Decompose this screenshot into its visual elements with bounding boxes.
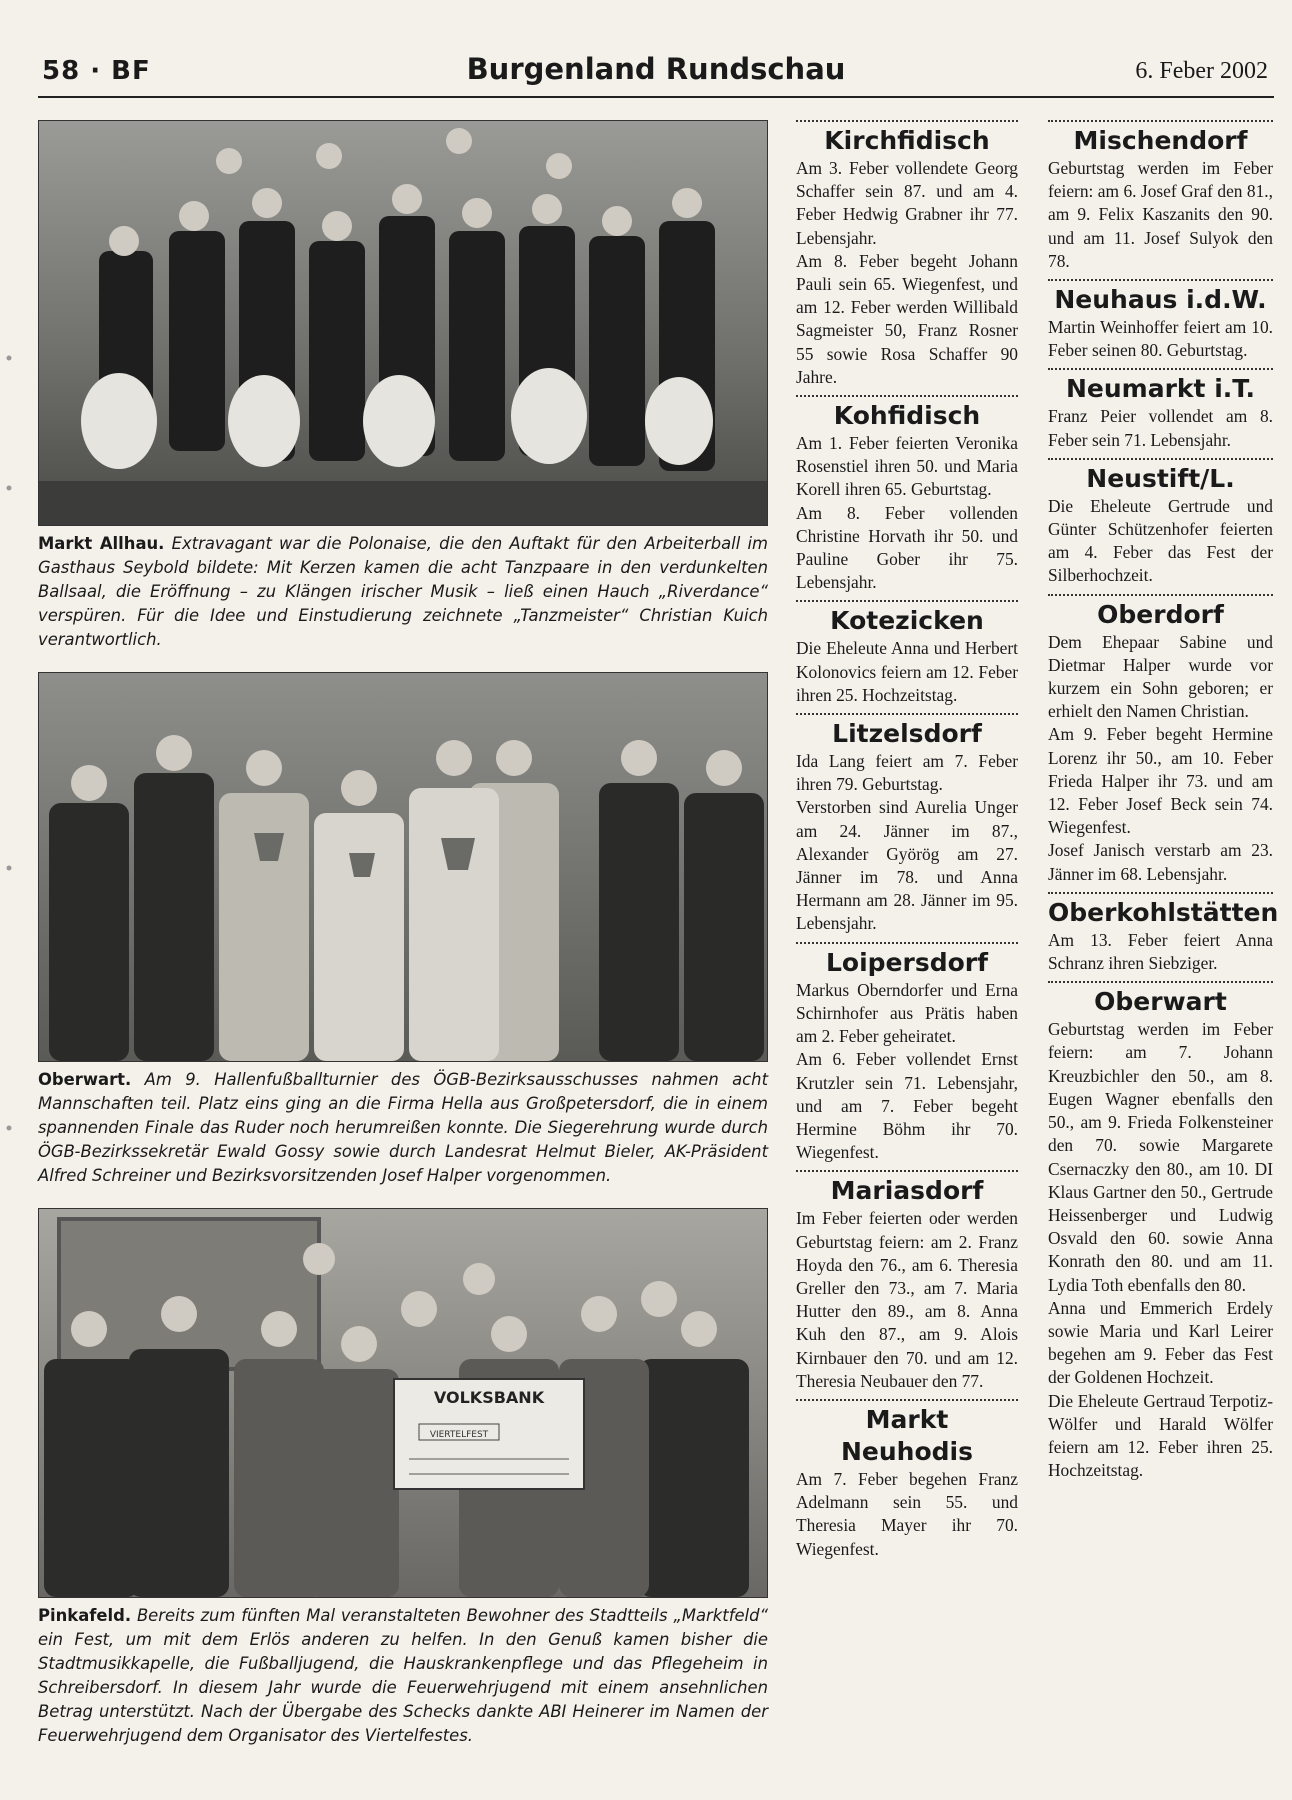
entry-paragraph: Am 3. Feber vollendete Georg Schaffer sein 87. und am 4. Feber Hedwig Grabner ihr 77. Lebensjahr.	[796, 158, 1018, 248]
entry-text	[796, 979, 1018, 1165]
news-entry	[796, 942, 1018, 1165]
entry-text	[1048, 631, 1273, 886]
entry-paragraph: Am 8. Feber vollenden Christine Horvath ihr 50. und Pauline Gober ihr 75. Lebensjahr.	[796, 502, 1018, 593]
entry-paragraph: Im Feber feierten oder werden Geburtstag feiern: am 2. Franz Hoyda den 76., am 6. Theresia Greller den 73., am 7. Maria Hutter den 89., am 8. Anna Kuh den 87., am 9. Alois Kirnbauer den 70. und am 12. Theresia Neubauer den 77.	[796, 1208, 1018, 1391]
entry-text	[796, 637, 1018, 707]
entry-place-heading: Oberdorf	[1097, 599, 1224, 629]
entry-text	[796, 157, 1018, 389]
news-entry	[1048, 279, 1273, 362]
news-entry	[1048, 120, 1273, 273]
binding-edge	[2, 0, 16, 1800]
newspaper-title: Burgenland Rundschau	[466, 52, 846, 86]
caption-place: Markt Allhau.	[38, 534, 165, 553]
entry-text	[1048, 316, 1273, 362]
news-column-left	[796, 120, 1018, 1567]
entry-paragraph: Anna und Emmerich Erdely sowie Maria und Karl Leirer begehen am 9. Feber das Fest der Goldenen Hochzeit.	[1048, 1297, 1273, 1388]
news-column-right	[1048, 120, 1279, 1488]
entry-text	[1048, 1018, 1273, 1482]
caption-oberwart	[38, 1068, 768, 1188]
entry-place-heading: Kotezicken	[830, 606, 984, 636]
news-entry	[796, 120, 1018, 389]
entry-place-heading: Oberkohlstätten	[1048, 897, 1279, 927]
news-entry	[1048, 458, 1273, 588]
entry-paragraph: Ida Lang feiert am 7. Feber ihren 79. Geburtstag.	[796, 751, 1018, 795]
entry-paragraph: Am 9. Feber begeht Hermine Lorenz ihr 50., am 10. Feber Frieda Halper ihr 73. und am 12. Feber Josef Beck sein 74. Wiegenfest.	[1048, 724, 1273, 838]
check-board	[394, 1379, 584, 1489]
entry-paragraph: Die Eheleute Gertrude und Günter Schützenhofer feierten am 4. Feber das Fest der Silberhochzeit.	[1048, 495, 1273, 586]
news-entry	[796, 1170, 1018, 1393]
entry-place-heading: Neuhaus i.d.W.	[1054, 285, 1267, 315]
entry-paragraph: Josef Janisch verstarb am 23. Jänner im 68. Lebensjahr.	[1048, 840, 1273, 884]
news-entry	[796, 1399, 1018, 1561]
news-entry	[1048, 892, 1279, 975]
entry-text	[1048, 495, 1273, 588]
entry-place-heading: Kirchfidisch	[824, 126, 990, 155]
entry-paragraph: Geburtstag werden im Feber feiern: am 7. Johann Kreuzbichler den 50., am 8. Eugen Wagner ebenfalls den 50., am 9. Frieda Folkensteiner den 70. sowie Margarete Csernaczky den 80., am 10. DI Klaus Gartner den 50., Gertrude Heissenberger und Ludwig Osvald den 60. sowie Anna Konrath den 80. und am 11. Lydia Toth ebenfalls den 80.	[1048, 1019, 1273, 1295]
entry-place-heading: Oberwart	[1094, 987, 1227, 1017]
entry-place-heading: Mariasdorf	[830, 1176, 984, 1206]
entry-paragraph: Am 1. Feber feierten Veronika Rosenstiel ihren 50. und Maria Korell ihren 65. Geburtstag.	[796, 433, 1018, 500]
caption-text: Extravagant war die Polonaise, die den Auftakt für den Arbeiterball im Gasthaus Seybold bildete: Mit Kerzen kamen die acht Tanzpaare in den verdunkelten Ballsaal, die Eröffnung – zu Klängen irischer Musik – ließ einen Hauch „Riverdance“ verspüren. Für die Idee und Einstudierung zeichnete „Tanzmeister“ Christian Kuich verantwortlich.	[38, 534, 768, 649]
entry-text	[796, 750, 1018, 936]
entry-place-heading: Mischendorf	[1073, 126, 1248, 155]
entry-text	[1048, 405, 1273, 451]
entry-paragraph: Geburtstag werden im Feber feiern: am 6. Josef Graf den 81., am 9. Felix Kaszanits den 90. und am 11. Josef Sulyok den 78.	[1048, 158, 1273, 271]
issue-date: 6. Feber 2002	[1135, 58, 1268, 84]
entry-place-heading: Kohfidisch	[833, 401, 981, 431]
entry-paragraph: Markus Oberndorfer und Erna Schirnhofer aus Prätis haben am 2. Feber geheiratet.	[796, 979, 1018, 1047]
entry-place-heading: Markt Neuhodis	[841, 1404, 973, 1466]
caption-place: Oberwart.	[38, 1070, 132, 1089]
photo-check-handover	[38, 1208, 768, 1598]
caption-text: Bereits zum fünften Mal veranstalteten Bewohner des Stadtteils „Marktfeld“ ein Fest, um mit dem Erlös anderen zu helfen. In den Genuß kamen bisher die Stadtmusikkapelle, die Fußballjugend, die Hauskrankenpflege und das Pflegeheim in Schreibersdorf. In diesem Jahr wurde die Feuerwehrjugend mit einem ansehnlichen Betrag unterstützt. Nach der Übergabe des Schecks dankte ABI Heinerer im Namen der Feuerwehrjugend dem Organisator des Viertelfestes.	[38, 1606, 768, 1745]
caption-place: Pinkafeld.	[38, 1606, 132, 1625]
news-entry	[1048, 594, 1273, 886]
entry-paragraph: Am 6. Feber vollendet Ernst Krutzler sein 71. Lebensjahr, und am 7. Feber begeht Hermine Böhm ihr 70. Wiegenfest.	[796, 1049, 1018, 1163]
caption-markt-allhau	[38, 532, 768, 652]
entry-text	[796, 1207, 1018, 1393]
entry-paragraph: Verstorben sind Aurelia Unger am 24. Jänner im 87., Alexander Györög am 27. Jänner im 78. und Anna Hermann am 28. Jänner im 95. Lebensjahr.	[796, 797, 1018, 934]
entry-place-heading: Neustift/L.	[1086, 463, 1235, 493]
entry-place-heading: Loipersdorf	[825, 947, 988, 977]
entry-paragraph: Martin Weinhoffer feiert am 10. Feber seinen 80. Geburtstag.	[1048, 317, 1273, 361]
entry-paragraph: Am 13. Feber feiert Anna Schranz ihren Siebziger.	[1048, 929, 1273, 974]
entry-place-heading: Litzelsdorf	[832, 719, 982, 749]
photo-dance-couples	[38, 120, 768, 526]
entry-paragraph: Die Eheleute Anna und Herbert Kolonovics feiern am 12. Feber ihren 25. Hochzeitstag.	[796, 638, 1018, 705]
news-entry	[796, 713, 1018, 936]
news-entry	[796, 395, 1018, 594]
entry-paragraph: Am 8. Feber begeht Johann Pauli sein 65. Wiegenfest, und am 12. Feber werden Willibald Sagmeister 50, Franz Rosner 55 sowie Rosa Schaffer 90 Jahre.	[796, 250, 1018, 387]
entry-paragraph: Am 7. Feber begehen Franz Adelmann sein 55. und Theresia Mayer ihr 70. Wiegenfest.	[796, 1468, 1018, 1559]
photo-football-award	[38, 672, 768, 1062]
check-line: VIERTELFEST	[429, 1430, 489, 1440]
news-entry	[796, 600, 1018, 707]
check-bank: VOLKSBANK	[433, 1388, 545, 1407]
page-header	[38, 50, 1274, 98]
entry-text	[796, 432, 1018, 594]
entry-text	[1048, 929, 1273, 975]
caption-text: Am 9. Hallenfußballturnier des ÖGB-Bezirksausschusses nahmen acht Mannschaften teil. Platz eins ging an die Firma Hella aus Großpetersdorf, die in einem spannenden Finale das Ruder noch herumreißen konnte. Die Siegerehrung wurde durch ÖGB-Bezirkssekretär Ewald Gossy sowie durch Landesrat Helmut Bieler, AK-Präsident Alfred Schreiner und Bezirksvorsitzenden Josef Halper vorgenommen.	[38, 1070, 768, 1185]
entry-paragraph: Dem Ehepaar Sabine und Dietmar Halper wurde vor kurzem ein Sohn geboren; er erhielt den Namen Christian.	[1048, 631, 1273, 722]
page-number: 58 · BF	[42, 56, 151, 86]
news-entry	[1048, 368, 1273, 451]
news-entry	[1048, 981, 1273, 1482]
entry-paragraph: Franz Peier vollendet am 8. Feber sein 71. Lebensjahr.	[1048, 406, 1273, 450]
caption-pinkafeld	[38, 1604, 768, 1748]
entry-text	[796, 1468, 1018, 1561]
entry-paragraph: Die Eheleute Gertraud Terpotiz-Wölfer und Harald Wölfer feiern am 12. Feber ihren 25. Hochzeitstag.	[1048, 1390, 1273, 1481]
entry-text	[1048, 157, 1273, 273]
entry-place-heading: Neumarkt i.T.	[1065, 374, 1256, 404]
